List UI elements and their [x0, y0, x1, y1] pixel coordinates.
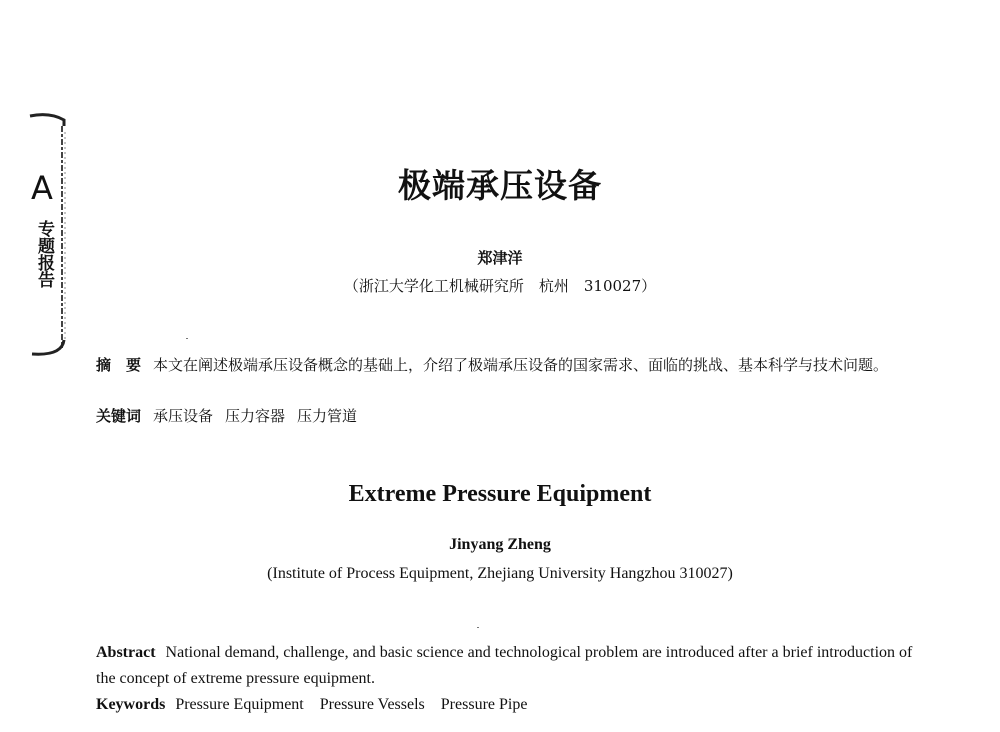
- chinese-title: 极端承压设备: [398, 166, 602, 205]
- english-keywords-label: Keywords: [96, 696, 166, 713]
- english-keywords: [96, 692, 916, 718]
- english-title: Extreme Pressure Equipment: [348, 481, 652, 507]
- chinese-keyword: 承压设备: [153, 407, 214, 425]
- scan-speck: [477, 627, 479, 628]
- chinese-keyword: 压力容器: [225, 407, 286, 425]
- english-keyword: Pressure Equipment: [175, 696, 304, 713]
- chinese-keyword: 压力管道: [297, 407, 358, 425]
- section-side-tab: [28, 112, 70, 360]
- chinese-abstract: [96, 353, 914, 377]
- chinese-abstract-text: 本文在阐述极端承压设备概念的基础上，介绍了极端承压设备的国家需求、面临的挑战、基本科学与技术问题。: [153, 356, 889, 374]
- english-abstract: [96, 640, 916, 692]
- section-label: 专题报告: [34, 220, 54, 288]
- chinese-keywords: [96, 404, 914, 428]
- english-abstract-label: Abstract: [96, 644, 156, 661]
- scan-speck: [186, 338, 188, 339]
- english-affiliation: (Institute of Process Equipment, Zhejiang University Hangzhou 310027): [267, 565, 733, 582]
- english-abstract-text: National demand, challenge, and basic science and technological problem are introduced after a brief introduction of the concept of extreme pressure equipment.: [96, 644, 913, 687]
- chinese-affiliation: （浙江大学化工机械研究所 杭州 310027）: [343, 277, 657, 295]
- chinese-abstract-label: 摘 要: [96, 356, 142, 374]
- chinese-author: 郑津洋: [477, 249, 523, 267]
- section-letter: A: [31, 169, 53, 207]
- english-keyword: Pressure Vessels: [319, 696, 425, 713]
- english-author: Jinyang Zheng: [449, 536, 551, 553]
- chinese-keywords-label: 关键词: [96, 407, 142, 425]
- english-keyword: Pressure Pipe: [440, 696, 528, 713]
